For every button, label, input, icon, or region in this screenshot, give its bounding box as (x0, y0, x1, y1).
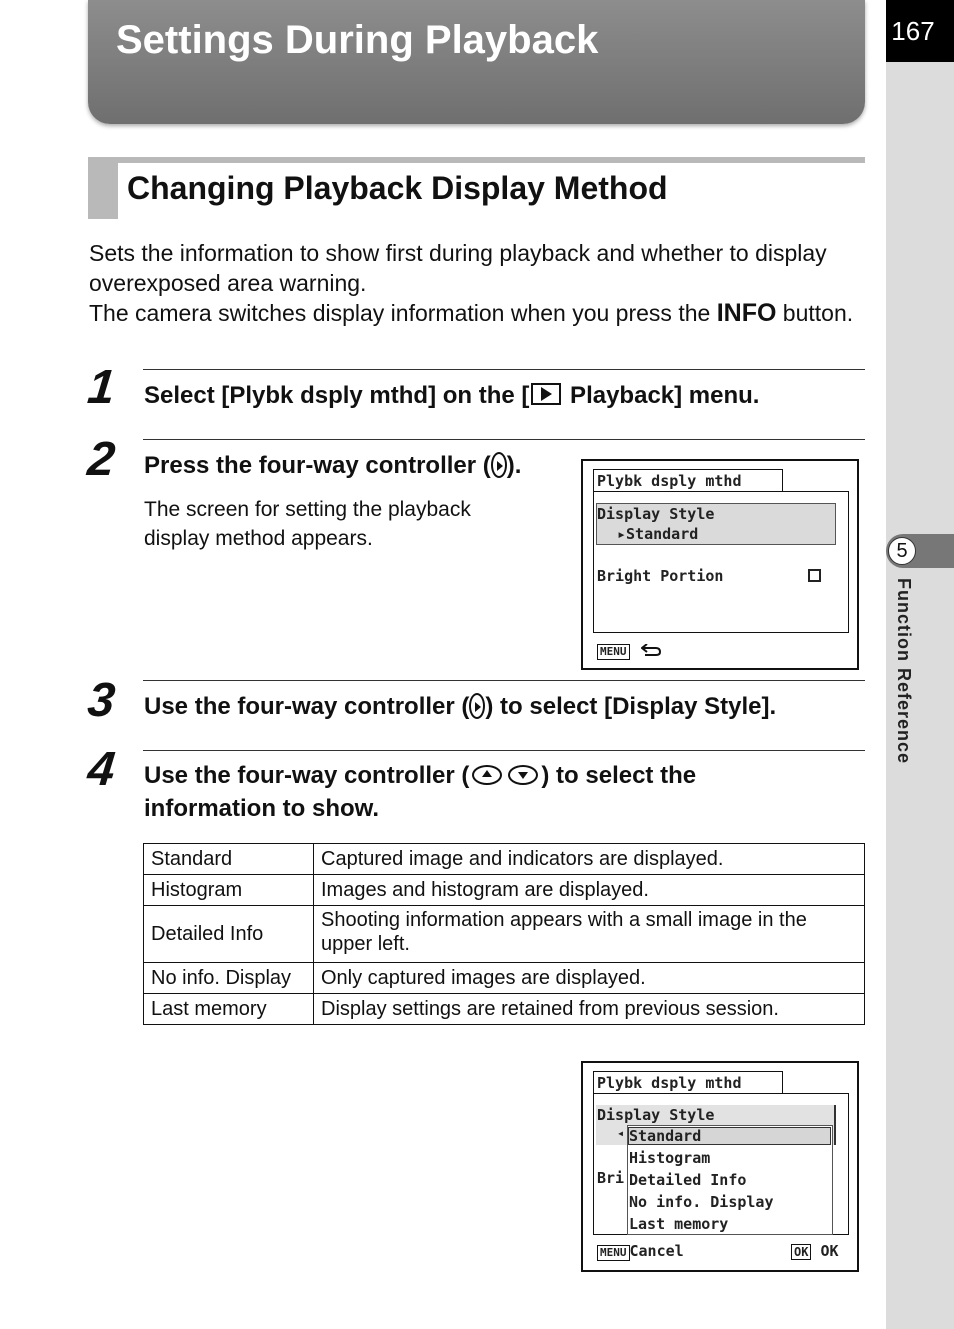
step-3-text (144, 690, 776, 723)
chapter-number: 5 (888, 537, 916, 565)
chapter-label: Function Reference (894, 578, 914, 765)
step-2-post: ). (506, 452, 522, 479)
ok-key-icon: OK (791, 1244, 811, 1260)
table-cell: Captured image and indicators are displayed. (314, 844, 865, 875)
step-3-pre: Use the four-way controller ( (144, 693, 470, 720)
table-cell: Only captured images are displayed. (314, 963, 865, 994)
display-style-label: Display Style (597, 1106, 715, 1124)
step-4-number: 4 (85, 743, 118, 796)
step-2-text (144, 449, 521, 482)
step-4-text (144, 759, 794, 825)
table-row (144, 844, 865, 875)
cancel-hint[interactable] (597, 1242, 684, 1261)
step-3-number: 3 (85, 674, 118, 727)
option-item[interactable]: Detailed Info (629, 1171, 747, 1189)
intro-line-2-post: button. (776, 300, 854, 326)
table-cell: Display settings are retained from previous session. (314, 994, 865, 1025)
table-row (144, 906, 865, 963)
table-cell: Last memory (144, 994, 314, 1025)
table-cell: Histogram (144, 875, 314, 906)
option-item[interactable]: Last memory (629, 1215, 729, 1233)
page-number: 167 (886, 0, 954, 62)
table-cell: Standard (144, 844, 314, 875)
down-arrow-controller-icon (508, 765, 538, 785)
bright-portion-label: Bright Portion (597, 567, 724, 585)
option-item[interactable]: No info. Display (629, 1193, 774, 1211)
cancel-label: Cancel (629, 1242, 684, 1260)
intro-line-2-pre: The camera switches display information when you press the (89, 300, 717, 326)
menu-tab-title: Plybk dsply mthd (593, 1071, 783, 1093)
step-2-number: 2 (85, 433, 118, 486)
ok-label: OK (820, 1242, 839, 1260)
table-cell: No info. Display (144, 963, 314, 994)
page-title: Settings During Playback (116, 18, 599, 62)
intro-line-2 (89, 298, 879, 328)
camera-screen-1 (581, 459, 859, 670)
step-2-pre: Press the four-way controller ( (144, 452, 491, 479)
option-item[interactable]: Histogram (629, 1149, 711, 1167)
display-style-label: Display Style (597, 505, 715, 523)
step-4-pre: Use the four-way controller ( (144, 762, 470, 789)
playback-icon (531, 383, 561, 405)
step-2-rule (143, 439, 865, 440)
step-1-pre: Select [Plybk dsply mthd] on the [ (144, 382, 530, 409)
table-row (144, 994, 865, 1025)
right-arrow-controller-icon (491, 452, 507, 478)
bright-portion-checkbox[interactable] (808, 569, 821, 582)
right-arrow-controller-icon (469, 693, 485, 719)
table-row (144, 963, 865, 994)
menu-tab-title: Plybk dsply mthd (593, 469, 783, 491)
menu-key-icon: MENU (597, 1245, 630, 1261)
up-arrow-controller-icon (472, 765, 502, 785)
back-arrow-icon (641, 644, 661, 656)
section-title: Changing Playback Display Method (127, 170, 668, 206)
table-cell: Shooting information appears with a small image in the upper left. (314, 906, 865, 963)
section-rule (88, 157, 865, 163)
step-1-rule (143, 369, 865, 370)
display-options-table (143, 843, 865, 1025)
step-4-rule (143, 750, 865, 751)
menu-back-hint (597, 641, 659, 660)
step-1-text (144, 379, 759, 412)
intro-text (89, 238, 879, 328)
intro-line-1: Sets the information to show first during playback and whether to display overexposed area warning. (89, 240, 827, 296)
option-item[interactable]: Standard (629, 1127, 702, 1145)
table-cell: Detailed Info (144, 906, 314, 963)
table-cell: Images and histogram are displayed. (314, 875, 865, 906)
menu-key-icon: MENU (597, 644, 630, 660)
step-1-post: Playback] menu. (563, 382, 760, 409)
display-style-value: ▸Standard (617, 525, 699, 543)
step-1-number: 1 (85, 361, 118, 414)
step-3-post: ) to select [Display Style]. (485, 693, 777, 720)
table-row (144, 875, 865, 906)
info-key-label: INFO (716, 299, 777, 327)
left-arrow-icon: ◂ (617, 1126, 625, 1140)
step-3-rule (143, 680, 865, 681)
bright-portion-partial-label: Bri (597, 1169, 625, 1187)
step-2-description: The screen for setting the playback display method appears. (144, 498, 471, 550)
ok-hint[interactable] (791, 1242, 839, 1260)
section-marker (88, 157, 118, 219)
camera-screen-2 (581, 1061, 859, 1272)
step-4-post: ) to select the information to show. (144, 762, 697, 822)
